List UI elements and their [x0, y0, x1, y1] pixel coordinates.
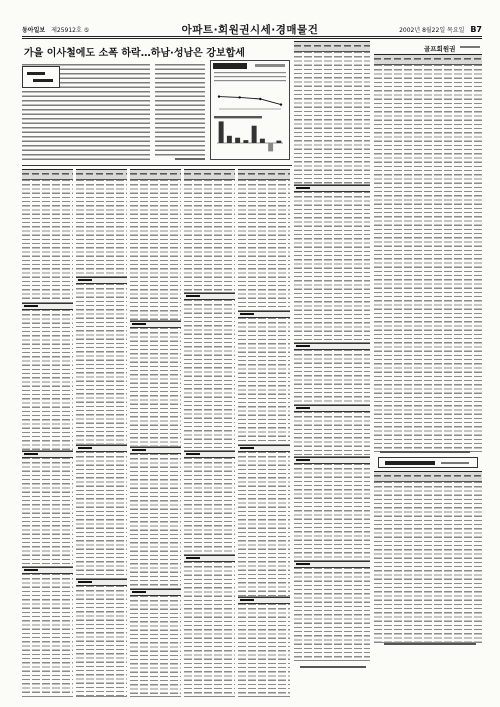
section-title: 아파트·회원권시세·경매물건 — [181, 24, 319, 36]
article-label-box — [22, 66, 60, 88]
table-section-heading — [294, 185, 370, 192]
table-body — [238, 452, 290, 597]
golf-data-credit — [380, 451, 470, 453]
bar-chart-bar — [219, 121, 224, 143]
price-table-column-4 — [184, 169, 235, 697]
table-section-heading — [184, 555, 235, 562]
table-body — [22, 310, 73, 451]
table-body — [294, 192, 370, 343]
table-body — [22, 180, 73, 303]
table-body — [238, 604, 290, 697]
table-header — [22, 169, 73, 180]
paper-name: 동아일보 — [22, 27, 46, 34]
table-body — [184, 300, 235, 451]
table-section-heading — [130, 321, 181, 328]
table-section-heading — [294, 561, 370, 568]
page-number: B7 — [470, 25, 482, 34]
article-chart-box — [210, 60, 290, 160]
table-header — [374, 471, 482, 482]
chart-summary-row — [214, 76, 286, 77]
table-body — [294, 412, 370, 457]
table-section-heading — [22, 567, 73, 574]
line-chart-series — [219, 97, 281, 105]
price-table-column-1 — [22, 169, 73, 697]
golf-unit-note — [460, 46, 480, 48]
chart-date-note — [255, 64, 285, 67]
table-section-heading — [238, 445, 290, 452]
chart-title-band — [213, 63, 247, 69]
table-body — [130, 454, 181, 589]
table-section-heading — [76, 579, 127, 586]
golf-membership-table — [374, 54, 482, 452]
table-body — [130, 328, 181, 447]
bar-chart-title-line — [214, 116, 262, 118]
table-body — [22, 574, 73, 697]
issue-date: 2002년 8월22일 목요일 — [399, 27, 465, 34]
table-header — [374, 54, 482, 65]
line-chart-point — [238, 96, 240, 98]
auction-section-title-box — [378, 457, 478, 468]
bar-chart-bar — [243, 140, 248, 143]
price-table-column-5 — [238, 169, 290, 697]
table-section-heading — [22, 451, 73, 458]
issue-number: 제25912호 ⑤ — [51, 27, 90, 34]
article-body-column-2 — [155, 64, 205, 156]
table-section-heading — [130, 447, 181, 454]
masthead-rule — [22, 36, 482, 39]
table-body — [184, 180, 235, 293]
table-body — [130, 596, 181, 697]
table-body — [294, 464, 370, 561]
table-body — [294, 350, 370, 405]
golf-section-title: 골프회원권 — [424, 45, 456, 53]
label-line — [33, 79, 53, 82]
table-body — [238, 318, 290, 445]
table-body — [374, 482, 482, 643]
table-section-heading — [238, 597, 290, 604]
table-body — [130, 180, 181, 321]
table-body — [22, 458, 73, 567]
label-line — [27, 72, 45, 75]
table-section-heading — [76, 445, 127, 452]
table-body — [238, 180, 290, 311]
bar-chart-bar — [276, 141, 281, 143]
table-body — [184, 458, 235, 555]
table-header — [294, 41, 370, 52]
table-header — [76, 169, 127, 180]
data-credit-line — [300, 666, 366, 668]
price-table-column-3 — [130, 169, 181, 697]
table-header — [130, 169, 181, 180]
bar-chart-bar — [260, 139, 265, 143]
table-header — [184, 169, 235, 180]
table-section-heading — [22, 303, 73, 310]
article-chart — [211, 61, 289, 159]
price-table-column-6 — [294, 41, 370, 661]
bar-chart-bar — [227, 136, 232, 143]
masthead-left — [22, 25, 89, 34]
table-section-heading — [294, 457, 370, 464]
table-body — [76, 586, 127, 697]
table-section-heading — [238, 311, 290, 318]
auction-title-line — [385, 461, 435, 465]
auction-table — [374, 471, 482, 643]
article-rule — [22, 165, 292, 166]
bar-chart-bar — [252, 126, 257, 143]
line-chart-point — [280, 103, 282, 105]
table-body — [76, 180, 127, 277]
article-byline — [175, 158, 205, 160]
table-header — [238, 169, 290, 180]
line-chart-point — [218, 95, 220, 97]
chart-summary-row — [214, 80, 286, 81]
bar-chart-bar — [235, 138, 240, 143]
table-body — [294, 52, 370, 185]
chart-summary-row — [214, 72, 286, 73]
table-body — [374, 65, 482, 452]
masthead-right — [399, 25, 482, 34]
table-body — [294, 568, 370, 661]
price-table-column-2 — [76, 169, 127, 697]
table-section-heading — [294, 343, 370, 350]
auction-title-note — [441, 462, 469, 464]
table-section-heading — [294, 405, 370, 412]
table-section-heading — [184, 451, 235, 458]
table-section-heading — [76, 277, 127, 284]
table-section-heading — [130, 589, 181, 596]
table-section-heading — [184, 293, 235, 300]
table-body — [76, 452, 127, 579]
table-body — [76, 284, 127, 445]
table-body — [184, 562, 235, 697]
line-chart-point — [259, 98, 261, 100]
article-headline: 가을 이사철에도 소폭 하락…하남·성남은 강보합세 — [24, 48, 245, 59]
bar-chart-bar — [268, 143, 273, 151]
auction-data-credit — [384, 643, 476, 645]
